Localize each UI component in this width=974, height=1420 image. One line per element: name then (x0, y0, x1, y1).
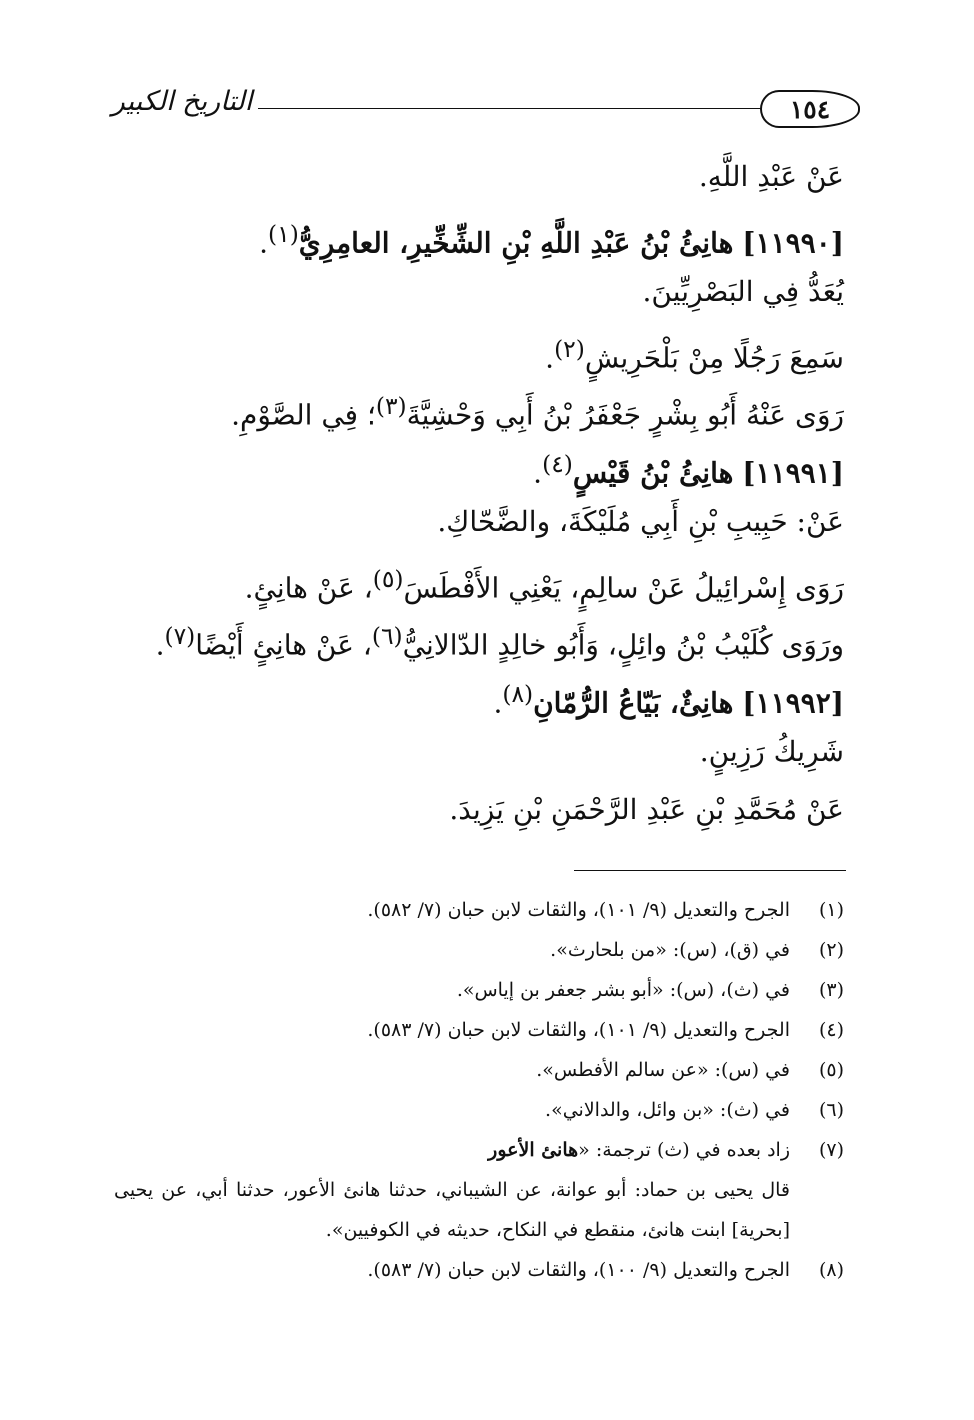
footnote-mark: (٧) (818, 1139, 844, 1161)
footnote-ref[interactable]: (٣) (375, 392, 407, 420)
footnote-text: الجرح والتعديل (٩/ ١٠١)، والثقات لابن حبان (٧/ ٥٨٢). (367, 899, 790, 921)
text-line: سَمِعَ رَجُلًا مِنْ بَلْحَرِيشٍ$^{(٢)}$. (545, 334, 844, 374)
entry-number: [١١٩٩١] (742, 455, 844, 489)
text-line: رَوَى إِسْرائِيلُ عَنْ سالِمٍ، يَعْنِي الأَفْطَسَ$^{(٥)}$، عَنْ هانِئٍ. (244, 564, 844, 604)
page-number-badge (760, 90, 860, 128)
footnote-text: في (س): «عن سالم الأفطس». (536, 1059, 790, 1081)
footnote-text: في (ق)، (س): «من بلحارث». (550, 939, 790, 961)
text-line: عَنْ عَبْدِ اللَّهِ. (698, 160, 844, 193)
footnote-text: الجرح والتعديل (٩/ ١٠٠)، والثقات لابن حبان (٧/ ٥٨٣). (367, 1259, 790, 1281)
footnote (114, 1250, 844, 1290)
footnote-ref[interactable]: (٧) (164, 622, 196, 650)
footnote-continuation: [بحرية] ابنت هانئ، منقطع في النكاح، حديثه في الكوفيين». (325, 1219, 790, 1241)
footnote-mark: (٦) (818, 1099, 844, 1121)
text-line: ورَوَى كُلَيْبُ بْنُ وائِلٍ، وَأَبُو خالِدٍ الدّالانِيُّ$^{(٦)}$، عَنْ هانِئٍ أَيْضًا$^{(٧)}$. (155, 622, 844, 662)
footnote-ref[interactable]: (٢) (554, 334, 585, 363)
text-line: رَوَى عَنْهُ أَبُو بِشْرٍ جَعْفَرُ بْنُ أَبِي وَحْشِيَّةَ$^{(٣)}$؛ فِي الصَّوْمِ. (231, 392, 844, 432)
entry-number: [١١٩٩٢] (742, 685, 844, 719)
entry-number: [١١٩٩٠] (742, 225, 844, 259)
entry-heading: [١١٩٩٢] هانِئٌ، بَيّاعُ الرُّمّانِ$^{(٨)}$. (493, 679, 844, 719)
footnote-ref[interactable]: (٨) (502, 679, 534, 708)
footnote (114, 1090, 844, 1130)
entry-name: هانِئٌ، بَيّاعُ الرُّمّانِ (533, 685, 734, 719)
page-header (108, 86, 860, 136)
footnote-text: الجرح والتعديل (٩/ ١٠١)، والثقات لابن حبان (٧/ ٥٨٣). (367, 1019, 790, 1041)
text-line: عَنْ: حَبِيبِ بْنِ أَبِي مُلَيْكَةَ، والضَّحّاكِ. (437, 505, 844, 538)
text-line: يُعَدُّ فِي البَصْرِيِّينَ. (642, 275, 844, 308)
text-line: شَرِيكُ رَزِينٍ. (699, 735, 844, 768)
footnote-mark: (٣) (818, 979, 844, 1001)
book-title: التاريخ الكبير (111, 86, 253, 117)
footnote-text: زاد بعده في (ث) ترجمة: «هانئ الأعور (488, 1139, 790, 1161)
footnote-mark: (٤) (818, 1019, 844, 1041)
footnote-mark: (٨) (818, 1259, 844, 1281)
footnotes (114, 890, 844, 1290)
footnote-bold-name: هانئ الأعور (488, 1139, 579, 1161)
footnote (114, 970, 844, 1010)
header-rule (258, 108, 762, 109)
footnote-text: في (ث)، (س): «أبو بشر جعفر بن إياس». (456, 979, 790, 1001)
entry-name: هانِئُ بْنُ قَيْسٍ (572, 455, 734, 489)
main-text (114, 148, 844, 838)
text-line: عَنْ مُحَمَّدِ بْنِ عَبْدِ الرَّحْمَنِ بْنِ يَزِيدَ. (449, 792, 844, 826)
entry-heading: [١١٩٩١] هانِئُ بْنُ قَيْسٍ$^{(٤)}$. (533, 449, 844, 489)
footnote (114, 1130, 844, 1170)
entry-heading: [١١٩٩٠] هانِئُ بْنُ عَبْدِ اللَّهِ بْنِ الشِّخِّيرِ، العامِرِيُّ$^{(١)}$. (259, 219, 844, 259)
footnote-text: في (ث): «بن وائل، والدالاني». (545, 1099, 790, 1121)
footnote-mark: (٢) (818, 939, 844, 961)
footnote (114, 1050, 844, 1090)
footnote-separator (574, 870, 846, 871)
footnote (114, 1010, 844, 1050)
footnote-continuation: قال يحيى بن حماد: أبو عوانة، عن الشيباني، حدثنا هانئ الأعور، حدثنا أبي، عن يحيى (114, 1179, 790, 1201)
footnote-mark: (٥) (818, 1059, 844, 1081)
footnote-ref[interactable]: (٥) (372, 564, 404, 593)
footnote-ref[interactable]: (٦) (371, 622, 403, 650)
entry-name: هانِئُ بْنُ عَبْدِ اللَّهِ بْنِ الشِّخِّيرِ، العامِرِيُّ (298, 225, 734, 259)
footnote-mark: (١) (818, 899, 844, 921)
footnote-ref[interactable]: (١) (268, 219, 299, 248)
page-number: ١٥٤ (789, 94, 831, 124)
footnote (114, 890, 844, 930)
footnote (114, 930, 844, 970)
footnote-ref[interactable]: (٤) (542, 449, 573, 478)
